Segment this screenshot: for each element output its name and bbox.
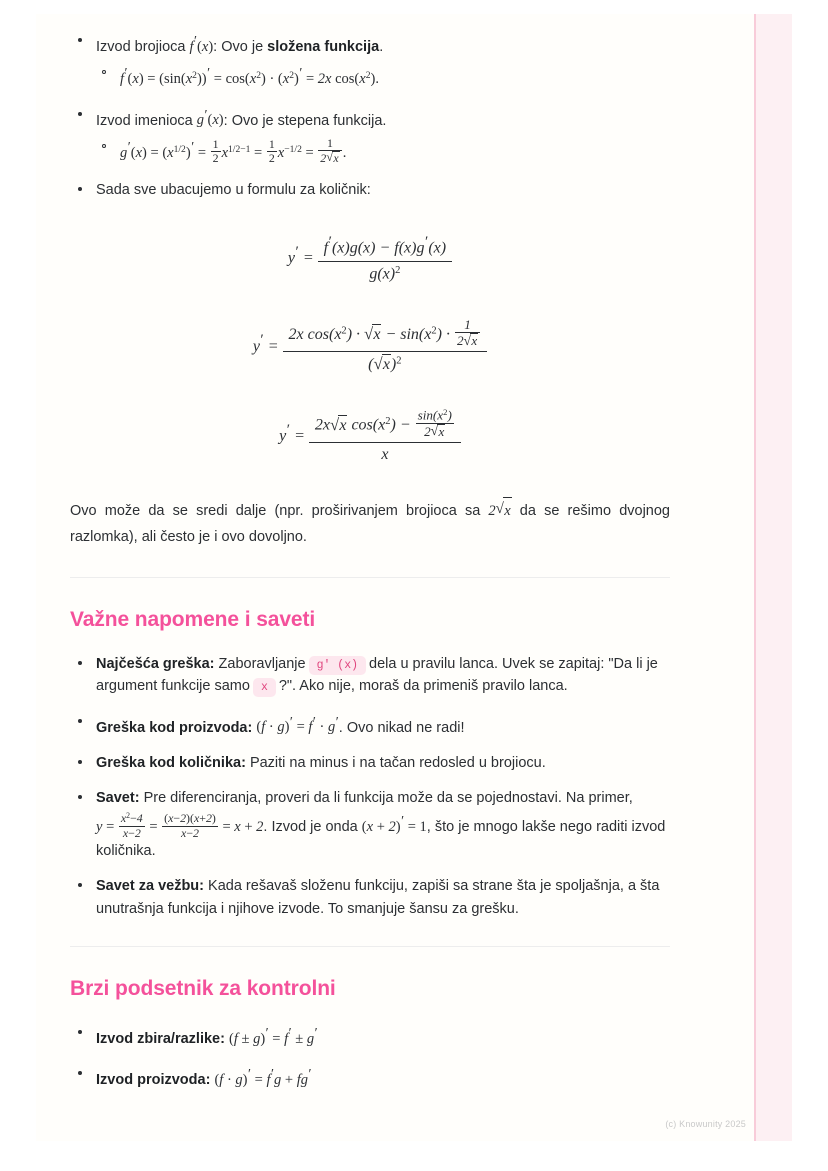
note-tip-text-c: , što je mnogo lakše nego raditi izvod količnika.	[96, 818, 666, 859]
denominator-sub-list	[96, 136, 670, 166]
denominator-bullet-after: : Ovo je stepena funkcija.	[223, 112, 387, 129]
document-content	[70, 30, 670, 1104]
note-text-quotient: Paziti na minus i na tačan redosled u brojiocu.	[249, 754, 546, 771]
recap-title-sum-rule: Izvod zbira/razlike:	[96, 1030, 225, 1047]
note-text-practice: Kada rešavaš složenu funkciju, zapiši sa strane šta je spoljašnja, a šta unutrašnja funkcija i njihove izvode. To smanjuje šansu za grešku.	[96, 878, 660, 917]
note-item-tip	[70, 787, 670, 862]
math-sum-rule: (f ± g)′ = f′ ± g′	[228, 1024, 318, 1047]
numerator-bullet-after: : Ovo je	[213, 38, 268, 55]
note-title-common-mistake: Najčešća greška:	[96, 655, 215, 672]
notes-list	[70, 653, 670, 921]
math-product-rule: (f · g)′ = f′g + fg′	[214, 1066, 312, 1088]
equation-substituted: y′ = 2x $\cos(x^2)$ · √ $x - \sin(x^2)$ · $\frac{1}{2 √ x}$ ( √ x)$^2$	[70, 317, 670, 377]
list-item-numerator-derivative	[70, 30, 670, 91]
closing-paragraph-part1: Ovo može da se sredi dalje (npr. proširivanjem brojioca sa	[70, 502, 489, 519]
denominator-bullet-lead: Izvod imenioca	[96, 112, 193, 129]
code-chip-g-prime-x[interactable]: g' (x)	[309, 656, 366, 675]
closing-paragraph	[70, 497, 670, 552]
list-item-denominator-equation	[96, 136, 670, 166]
derivation-steps-list	[70, 30, 670, 201]
note-text-a: Zaboravljanje	[218, 655, 306, 672]
list-item-plug-in	[70, 179, 670, 201]
math-f-prime-x: f′(x)	[189, 33, 214, 55]
note-title-practice-tip: Savet za vežbu:	[96, 878, 204, 895]
note-tip-text-b: . Izvod je onda	[263, 818, 358, 835]
list-item-numerator-equation	[96, 62, 670, 90]
math-product-wrong: (f · g)′ = f′ · g′	[256, 713, 339, 736]
note-item-practice-tip	[70, 875, 670, 920]
code-chip-x[interactable]: x	[253, 678, 276, 697]
note-item-quotient-mistake	[70, 752, 670, 774]
note-item-common-mistake	[70, 653, 670, 698]
note-text-product: . Ovo nikad ne radi!	[338, 719, 465, 736]
note-text-b: dela u pravilu lanca. Uvek se zapitaj: "Da li je argument funkcije samo	[96, 655, 658, 695]
note-title-quotient-mistake: Greška kod količnika:	[96, 754, 246, 771]
numerator-bullet-lead: Izvod brojioca	[96, 38, 186, 55]
document-page	[36, 14, 792, 1141]
math-simplify-example: y = $\frac{x^2-4}{x-2}$ = $\frac{(x-2)(x+2)}{x-2}$ = x + 2	[96, 811, 264, 840]
math-denominator-derivation: $g'(x) = (x^{1/2})'$ = $\frac{1}{2}$ $x^{1/2-1}$ = $\frac{1}{2}$ $x^{-1/2}$ = $\frac{1}{2 √ x}$ .	[120, 145, 346, 161]
note-text-c: ?". Ako nije, moraš da primeniš pravilo lanca.	[278, 678, 568, 695]
heading-important-notes: Važne napomene i saveti	[70, 608, 316, 632]
recap-item-product-rule	[70, 1063, 670, 1091]
math-two-sqrt-x: 2 √ x	[488, 503, 511, 519]
note-title-product-mistake: Greška kod proizvoda:	[96, 719, 253, 736]
section-divider-2	[70, 946, 670, 947]
numerator-bullet-bold: složena funkcija	[267, 38, 380, 55]
plug-in-text: Sada sve ubacujemo u formulu za količnik:	[96, 181, 371, 198]
note-title-tip: Savet:	[96, 790, 140, 807]
page-right-accent-strip	[754, 14, 792, 1141]
equation-simplified: y′ = 2x √ x $\cos(x^2)$ − $\frac{\sin(x^2)}{2 √ x}$ x	[70, 407, 670, 467]
equation-quotient-rule: y′ = $\frac{f'(x)g(x) - f(x)g'(x)}{g(x)^2}$	[70, 231, 670, 286]
recap-item-sum-rule	[70, 1022, 670, 1050]
heading-quick-recap: Brzi podsetnik za kontrolni	[70, 977, 336, 1001]
copyright-footer: (c) Knowunity 2025	[665, 1119, 746, 1129]
math-g-prime-x: g′(x)	[196, 106, 224, 129]
note-tip-text-a: Pre diferenciranja, proveri da li funkcija može da se pojednostavi. Na primer,	[143, 790, 633, 807]
section-divider-1	[70, 577, 670, 578]
list-item-denominator-derivative	[70, 104, 670, 166]
numerator-bullet-end: .	[379, 38, 384, 55]
math-numerator-derivation: $f'(x) = (\sin(x^2))' = \cos(x^2) \cdot (x^2)' = 2x$ $\cos(x^2)$.	[120, 65, 379, 88]
closing-paragraph-part2: da se rešimo dvojnog razlomka), ali često je i ovo dovoljno.	[70, 502, 670, 546]
note-item-product-mistake	[70, 711, 670, 739]
recap-list	[70, 1022, 670, 1092]
recap-title-product-rule: Izvod proizvoda:	[96, 1071, 211, 1088]
math-simplify-derivative: (x + 2)′ = 1	[361, 812, 427, 835]
numerator-sub-list	[96, 62, 670, 90]
